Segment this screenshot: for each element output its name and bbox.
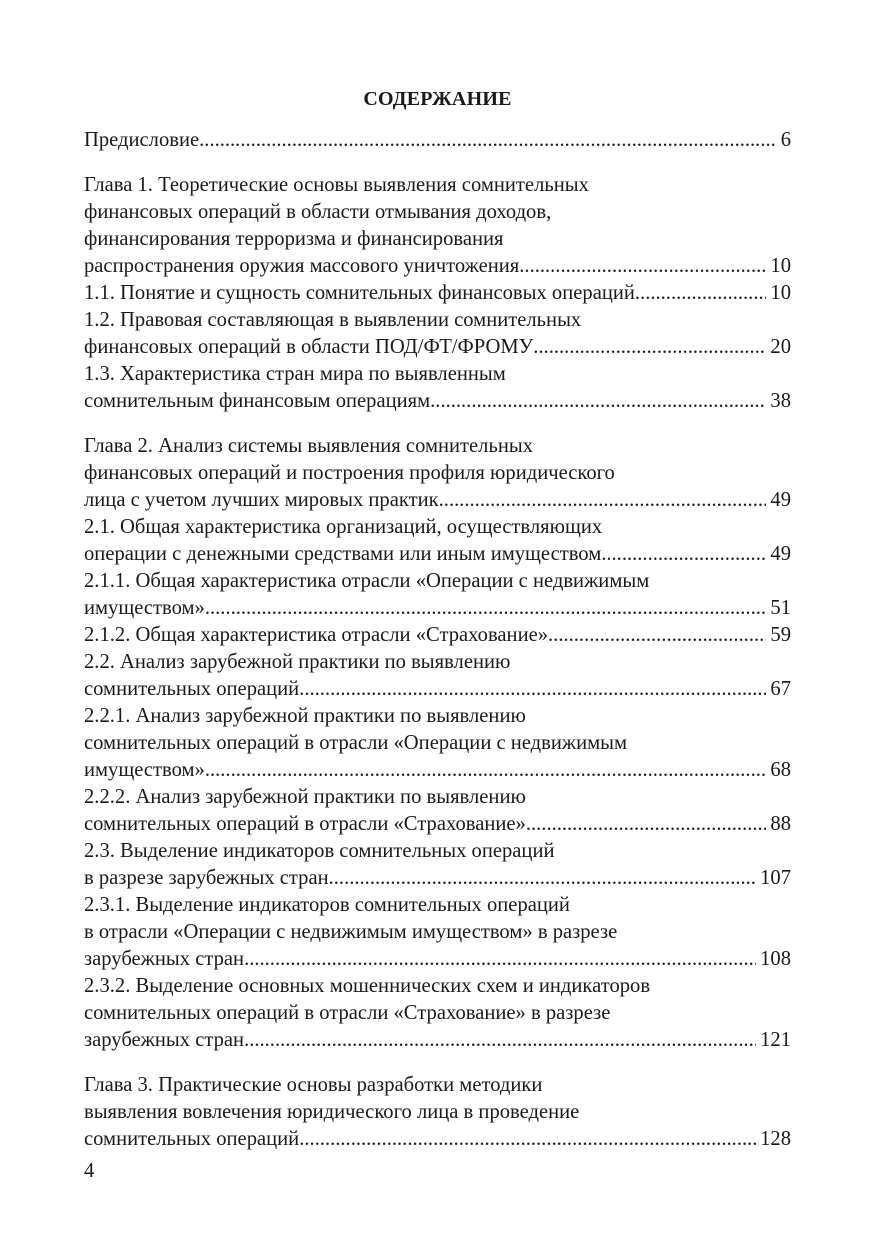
dot-leader bbox=[430, 388, 766, 415]
toc-entry[interactable] bbox=[84, 568, 791, 622]
toc-entry-text: сомнительных операций bbox=[84, 678, 300, 700]
toc-entry-page: 121 bbox=[760, 1029, 791, 1051]
toc-entry-line: 1.3. Характеристика стран мира по выявленным bbox=[84, 363, 506, 385]
toc-entry[interactable] bbox=[84, 703, 791, 784]
dot-leader bbox=[548, 622, 766, 649]
toc-entry-line: 2.2.2. Анализ зарубежной практики по выявлению bbox=[84, 786, 526, 808]
toc-entry-line: 2.3. Выделение индикаторов сомнительных операций bbox=[84, 840, 555, 862]
toc-entry-text: сомнительных операций bbox=[84, 1128, 300, 1150]
toc-entry-last-line bbox=[84, 1027, 791, 1054]
toc-entry-last-line bbox=[84, 595, 791, 622]
toc-page bbox=[84, 86, 791, 1153]
toc-entry-page: 59 bbox=[770, 624, 791, 646]
toc-entry-page: 67 bbox=[770, 678, 791, 700]
toc-entry-text: Предисловие bbox=[84, 129, 200, 151]
toc-entry[interactable] bbox=[84, 361, 791, 415]
toc-entry[interactable] bbox=[84, 649, 791, 703]
toc-entry-line: 2.1. Общая характеристика организаций, осуществляющих bbox=[84, 516, 603, 538]
toc-entry[interactable] bbox=[84, 1072, 791, 1153]
dot-leader bbox=[601, 541, 766, 568]
dot-leader bbox=[244, 1027, 756, 1054]
toc-entry-last-line bbox=[84, 622, 791, 649]
toc-entry-text: имуществом» bbox=[84, 597, 205, 619]
toc-entry-text: в разрезе зарубежных стран bbox=[84, 867, 329, 889]
dot-leader bbox=[635, 280, 767, 307]
toc-entry-last-line bbox=[84, 865, 791, 892]
toc-entry-text: сомнительным финансовым операциям bbox=[84, 390, 431, 412]
toc-entry-line: 2.1.1. Общая характеристика отрасли «Операции с недвижимым bbox=[84, 570, 650, 592]
toc-entry-text: лица с учетом лучших мировых практик bbox=[84, 489, 439, 511]
toc-entry[interactable] bbox=[84, 838, 791, 892]
toc-entry-page: 108 bbox=[760, 948, 791, 970]
toc-entry-text: зарубежных стран bbox=[84, 1029, 245, 1051]
toc-body bbox=[84, 127, 791, 1153]
toc-entry[interactable] bbox=[84, 892, 791, 973]
dot-leader bbox=[199, 127, 777, 154]
toc-entry-text: операции с денежными средствами или иным имуществом bbox=[84, 543, 602, 565]
toc-group bbox=[84, 1072, 791, 1153]
toc-entry-last-line bbox=[84, 541, 791, 568]
toc-entry-page: 128 bbox=[760, 1128, 791, 1150]
toc-entry-page: 10 bbox=[770, 282, 791, 304]
toc-entry-line: финансовых операций и построения профиля юридического bbox=[84, 462, 615, 484]
toc-entry-line: в отрасли «Операции с недвижимым имуществом» в разрезе bbox=[84, 921, 618, 943]
dot-leader bbox=[205, 595, 767, 622]
toc-entry-page: 49 bbox=[770, 543, 791, 565]
toc-entry[interactable] bbox=[84, 307, 791, 361]
toc-entry-line: 2.3.1. Выделение индикаторов сомнительных операций bbox=[84, 894, 570, 916]
toc-entry-line: Глава 2. Анализ системы выявления сомнительных bbox=[84, 435, 534, 457]
toc-entry-page: 68 bbox=[770, 759, 791, 781]
toc-entry-text: 1.1. Понятие и сущность сомнительных финансовых операций bbox=[84, 282, 635, 304]
toc-entry-text: 2.1.2. Общая характеристика отрасли «Страхование» bbox=[84, 624, 549, 646]
toc-entry-line: сомнительных операций в отрасли «Операции с недвижимым bbox=[84, 732, 628, 754]
toc-entry[interactable] bbox=[84, 784, 791, 838]
dot-leader bbox=[299, 1126, 756, 1153]
dot-leader bbox=[244, 946, 756, 973]
toc-entry-page: 88 bbox=[770, 813, 791, 835]
toc-group bbox=[84, 172, 791, 415]
toc-entry-line: 2.2. Анализ зарубежной практики по выявлению bbox=[84, 651, 511, 673]
toc-entry-last-line bbox=[84, 253, 791, 280]
toc-entry-line: Глава 1. Теоретические основы выявления сомнительных bbox=[84, 174, 589, 196]
toc-entry-line: финансирования терроризма и финансирования bbox=[84, 228, 504, 250]
toc-entry-text: финансовых операций в области ПОД/ФТ/ФРОМУ bbox=[84, 336, 534, 358]
toc-entry-line: сомнительных операций в отрасли «Страхование» в разрезе bbox=[84, 1002, 611, 1024]
toc-entry[interactable] bbox=[84, 172, 791, 280]
toc-entry-page: 10 bbox=[770, 255, 791, 277]
toc-entry[interactable] bbox=[84, 127, 791, 154]
dot-leader bbox=[519, 253, 766, 280]
toc-entry[interactable] bbox=[84, 433, 791, 514]
toc-entry-page: 38 bbox=[770, 390, 791, 412]
toc-entry-last-line bbox=[84, 1126, 791, 1153]
toc-entry-page: 49 bbox=[770, 489, 791, 511]
dot-leader bbox=[205, 757, 767, 784]
dot-leader bbox=[526, 811, 767, 838]
dot-leader bbox=[299, 676, 766, 703]
toc-entry-last-line bbox=[84, 334, 791, 361]
toc-entry-last-line bbox=[84, 388, 791, 415]
toc-entry-text: сомнительных операций в отрасли «Страхование» bbox=[84, 813, 526, 835]
toc-entry-line: Глава 3. Практические основы разработки методики bbox=[84, 1074, 543, 1096]
toc-entry[interactable] bbox=[84, 622, 791, 649]
toc-entry-last-line bbox=[84, 676, 791, 703]
toc-entry-line: 1.2. Правовая составляющая в выявлении сомнительных bbox=[84, 309, 582, 331]
toc-entry[interactable] bbox=[84, 973, 791, 1054]
toc-entry-text: зарубежных стран bbox=[84, 948, 245, 970]
page-number: 4 bbox=[84, 1160, 95, 1182]
toc-entry-last-line bbox=[84, 811, 791, 838]
toc-entry-page: 20 bbox=[770, 336, 791, 358]
toc-entry-line: 2.3.2. Выделение основных мошеннических схем и индикаторов bbox=[84, 975, 651, 997]
toc-entry-line: финансовых операций в области отмывания доходов, bbox=[84, 201, 552, 223]
dot-leader bbox=[329, 865, 756, 892]
toc-group bbox=[84, 127, 791, 154]
toc-entry-last-line bbox=[84, 946, 791, 973]
toc-entry-last-line bbox=[84, 757, 791, 784]
toc-entry-text: распространения оружия массового уничтожения bbox=[84, 255, 520, 277]
toc-entry-page: 51 bbox=[770, 597, 791, 619]
toc-entry[interactable] bbox=[84, 514, 791, 568]
toc-title: СОДЕРЖАНИЕ bbox=[363, 88, 512, 110]
toc-entry-line: 2.2.1. Анализ зарубежной практики по выявлению bbox=[84, 705, 526, 727]
toc-entry-last-line bbox=[84, 127, 791, 154]
toc-entry-page: 6 bbox=[780, 129, 791, 151]
dot-leader bbox=[439, 487, 767, 514]
toc-entry-last-line bbox=[84, 280, 791, 307]
toc-entry-line: выявления вовлечения юридического лица в проведение bbox=[84, 1101, 580, 1123]
toc-entry-page: 107 bbox=[760, 867, 791, 889]
dot-leader bbox=[533, 334, 766, 361]
toc-group bbox=[84, 433, 791, 1054]
toc-entry[interactable] bbox=[84, 280, 791, 307]
toc-entry-last-line bbox=[84, 487, 791, 514]
toc-entry-text: имуществом» bbox=[84, 759, 205, 781]
